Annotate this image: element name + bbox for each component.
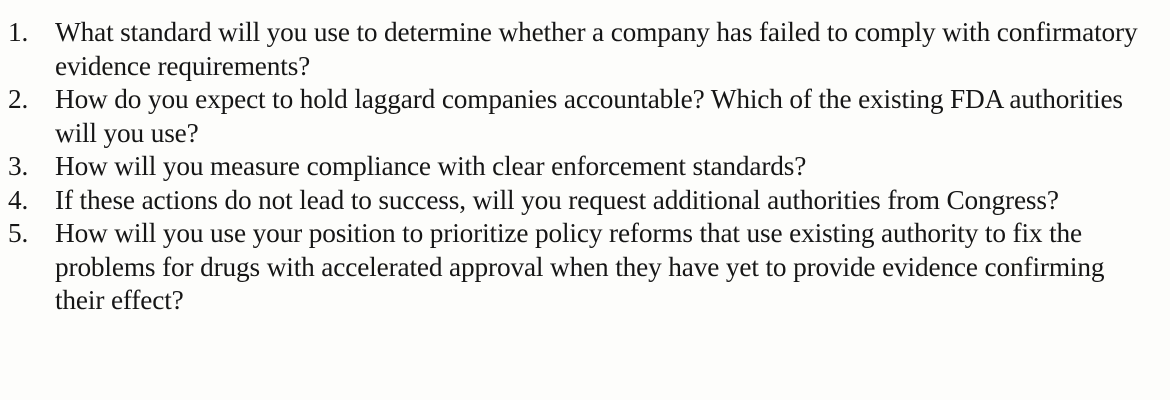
question-text-2: How do you expect to hold laggard companies accountable? Which of the existing FDA authorities will you use? <box>55 84 1123 148</box>
question-item-5 <box>0 217 1170 318</box>
question-list <box>0 16 1170 318</box>
question-text-1: What standard will you use to determine whether a company has failed to comply with confirmatory evidence requirements? <box>55 17 1138 81</box>
question-item-3 <box>0 150 1170 184</box>
question-text-5: How will you use your position to prioritize policy reforms that use existing authority to fix the problems for drugs with accelerated approval when they have yet to provide evidence confirming their effect? <box>55 218 1105 315</box>
question-text-3: How will you measure compliance with clear enforcement standards? <box>55 151 807 181</box>
question-number-4: 4. <box>8 184 29 215</box>
question-number-2: 2. <box>8 84 29 114</box>
question-item-2 <box>0 83 1170 150</box>
question-item-1 <box>0 16 1170 83</box>
question-number-5: 5. <box>8 218 29 248</box>
question-text-4: If these actions do not lead to success, will you request additional authorities from Congress? <box>55 184 1059 215</box>
question-item-4 <box>0 184 1170 218</box>
question-number-3: 3. <box>8 151 29 181</box>
question-number-1: 1. <box>8 17 29 47</box>
